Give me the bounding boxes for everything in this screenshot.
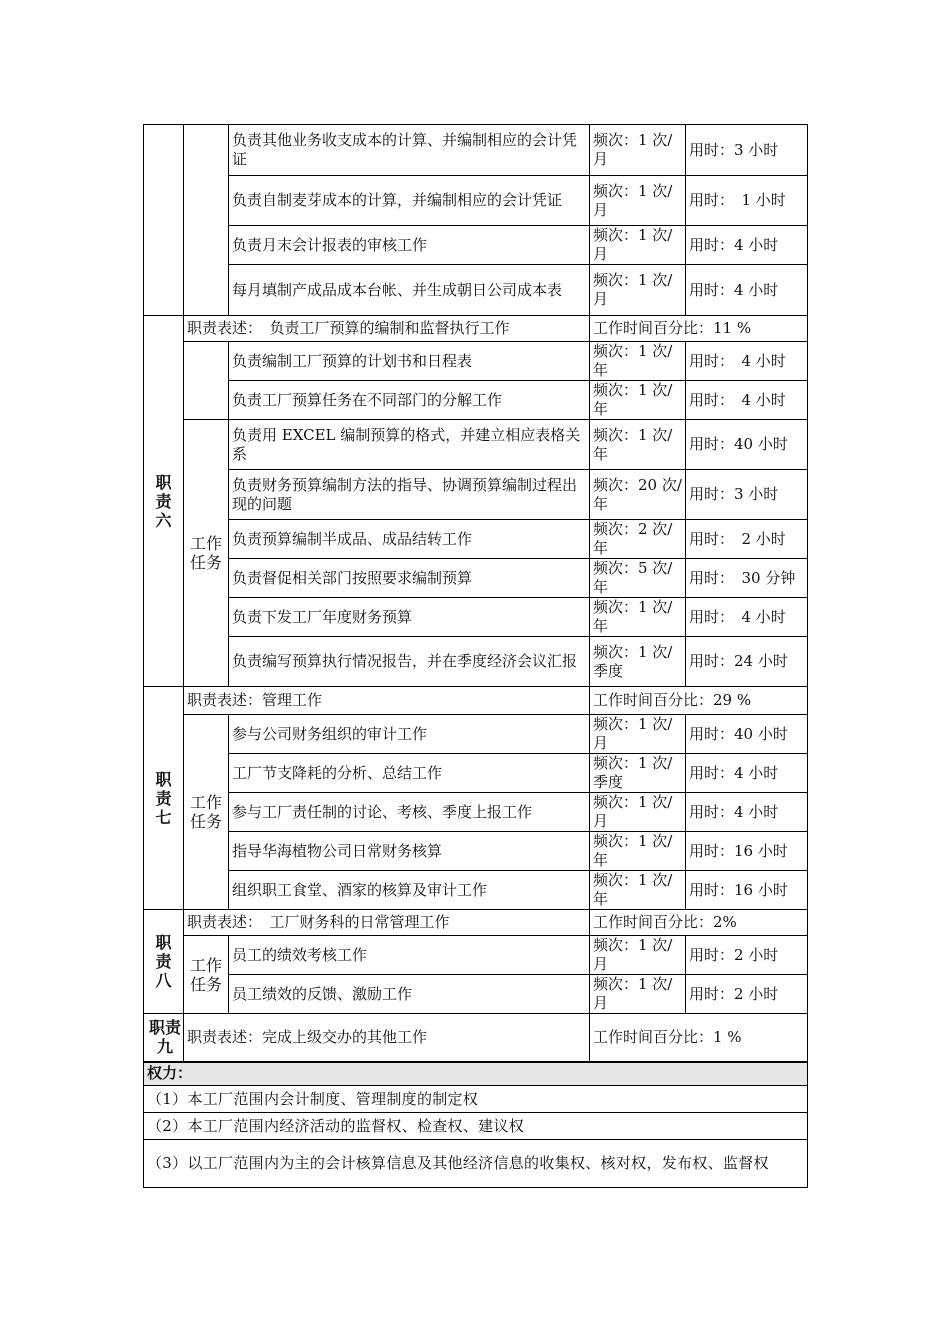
duty-label xyxy=(144,1014,184,1062)
task-text: 每月填制产成品成本台帐、并生成朝日公司成本表 xyxy=(229,265,590,316)
task-row xyxy=(144,420,808,470)
duty-summary-row xyxy=(144,316,808,342)
task-text: 负责下发工厂年度财务预算 xyxy=(229,598,590,637)
task-duration: 用时： 1 小时 xyxy=(686,176,808,226)
power-item-row xyxy=(144,1086,808,1113)
task-frequency: 频次：2 次/年 xyxy=(590,520,686,559)
task-text: 负责自制麦芽成本的计算，并编制相应的会计凭证 xyxy=(229,176,590,226)
duty-label-text: 职责八 xyxy=(155,933,172,990)
duty-label-text: 职责六 xyxy=(155,472,172,530)
task-row xyxy=(144,265,808,316)
task-row xyxy=(144,381,808,420)
task-text: 工厂节支降耗的分析、总结工作 xyxy=(229,754,590,793)
task-duration: 用时： 4 小时 xyxy=(686,598,808,637)
task-row xyxy=(144,342,808,381)
work-time-percentage: 工作时间百分比：11 % xyxy=(590,316,808,342)
task-text: 员工绩效的反馈、激励工作 xyxy=(229,975,590,1014)
task-duration: 用时：3 小时 xyxy=(686,470,808,520)
task-duration: 用时：4 小时 xyxy=(686,265,808,316)
task-frequency: 频次：1 次/年 xyxy=(590,381,686,420)
task-row xyxy=(144,125,808,176)
task-frequency: 频次：1 次/年 xyxy=(590,420,686,470)
task-text: 负责督促相关部门按照要求编制预算 xyxy=(229,559,590,598)
task-row xyxy=(144,936,808,975)
duty-label-cell xyxy=(144,125,184,316)
powers-heading-row xyxy=(144,1062,808,1086)
task-group-label-cell xyxy=(184,342,229,420)
task-frequency: 频次：1 次/月 xyxy=(590,125,686,176)
task-group-label-cell xyxy=(184,125,229,316)
duty-description: 职责表述： 负责工厂预算的编制和监督执行工作 xyxy=(184,316,590,342)
task-text: 负责编制工厂预算的计划书和日程表 xyxy=(229,342,590,381)
powers-heading xyxy=(144,1062,808,1086)
power-item: （1）本工厂范围内会计制度、管理制度的制定权 xyxy=(144,1086,808,1113)
task-duration: 用时： 4 小时 xyxy=(686,381,808,420)
task-duration: 用时：4 小时 xyxy=(686,754,808,793)
task-duration: 用时：3 小时 xyxy=(686,125,808,176)
task-text: 负责财务预算编制方法的指导、协调预算编制过程出现的问题 xyxy=(229,470,590,520)
task-group-label-text: 工作任务 xyxy=(189,955,222,994)
task-row xyxy=(144,559,808,598)
task-duration: 用时：2 小时 xyxy=(686,975,808,1014)
duty-description: 职责表述： 工厂财务科的日常管理工作 xyxy=(184,910,590,936)
task-text: 负责预算编制半成品、成品结转工作 xyxy=(229,520,590,559)
task-duration: 用时： 4 小时 xyxy=(686,342,808,381)
duty-summary-row xyxy=(144,687,808,715)
task-frequency: 频次：1 次/年 xyxy=(590,598,686,637)
task-text: 员工的绩效考核工作 xyxy=(229,936,590,975)
duty-label xyxy=(144,910,184,1014)
job-description-table xyxy=(143,124,808,1188)
task-group-label xyxy=(184,936,229,1014)
task-row xyxy=(144,520,808,559)
task-text: 负责用 EXCEL 编制预算的格式，并建立相应表格关系 xyxy=(229,420,590,470)
duty-label xyxy=(144,687,184,910)
task-duration: 用时：40 小时 xyxy=(686,420,808,470)
task-frequency: 频次：1 次/月 xyxy=(590,265,686,316)
task-text: 参与工厂责任制的讨论、考核、季度上报工作 xyxy=(229,793,590,832)
task-row xyxy=(144,975,808,1014)
task-row xyxy=(144,226,808,265)
power-item: （3）以工厂范围内为主的会计核算信息及其他经济信息的收集权、核对权，发布权、监督权 xyxy=(144,1140,808,1188)
task-duration: 用时：4 小时 xyxy=(686,793,808,832)
task-frequency: 频次：1 次/年 xyxy=(590,342,686,381)
task-duration: 用时： 30 分钟 xyxy=(686,559,808,598)
task-frequency: 频次：1 次/月 xyxy=(590,936,686,975)
duty-description: 职责表述：管理工作 xyxy=(184,687,590,715)
task-row xyxy=(144,176,808,226)
task-row xyxy=(144,754,808,793)
task-text: 负责月末会计报表的审核工作 xyxy=(229,226,590,265)
work-time-percentage: 工作时间百分比：29 % xyxy=(590,687,808,715)
power-item: （2）本工厂范围内经济活动的监督权、检查权、建议权 xyxy=(144,1113,808,1140)
task-group-label-text: 工作任务 xyxy=(189,534,222,572)
task-frequency: 频次：5 次/年 xyxy=(590,559,686,598)
duty-summary-row xyxy=(144,910,808,936)
duty-description: 职责表述：完成上级交办的其他工作 xyxy=(184,1014,590,1062)
task-frequency: 频次：1 次/月 xyxy=(590,176,686,226)
task-row xyxy=(144,637,808,687)
duty-label-text: 职责七 xyxy=(155,769,172,827)
task-duration: 用时：2 小时 xyxy=(686,936,808,975)
task-frequency: 频次：1 次/年 xyxy=(590,871,686,910)
task-row xyxy=(144,470,808,520)
task-text: 负责编写预算执行情况报告，并在季度经济会议汇报 xyxy=(229,637,590,687)
work-time-percentage: 工作时间百分比：2% xyxy=(590,910,808,936)
power-item-row xyxy=(144,1113,808,1140)
task-text: 参与公司财务组织的审计工作 xyxy=(229,715,590,754)
task-text: 负责工厂预算任务在不同部门的分解工作 xyxy=(229,381,590,420)
power-item-row xyxy=(144,1140,808,1188)
task-frequency: 频次：1 次/月 xyxy=(590,975,686,1014)
task-row xyxy=(144,793,808,832)
duty-summary-row xyxy=(144,1014,808,1062)
duty-label-text: 职责九 xyxy=(148,1018,181,1057)
task-text: 负责其他业务收支成本的计算、并编制相应的会计凭证 xyxy=(229,125,590,176)
task-row xyxy=(144,715,808,754)
task-group-label xyxy=(184,420,229,687)
task-frequency: 频次：1 次/年 xyxy=(590,832,686,871)
task-duration: 用时： 2 小时 xyxy=(686,520,808,559)
task-frequency: 频次：1 次/月 xyxy=(590,793,686,832)
work-time-percentage: 工作时间百分比：1 % xyxy=(590,1014,808,1062)
task-text: 指导华海植物公司日常财务核算 xyxy=(229,832,590,871)
task-frequency: 频次：1 次/月 xyxy=(590,226,686,265)
duty-label xyxy=(144,316,184,687)
task-group-label-text: 工作任务 xyxy=(189,793,222,831)
task-frequency: 频次：20 次/ 年 xyxy=(590,470,686,520)
task-frequency: 频次：1 次/月 xyxy=(590,715,686,754)
task-row xyxy=(144,598,808,637)
task-duration: 用时：16 小时 xyxy=(686,832,808,871)
task-row xyxy=(144,871,808,910)
task-frequency: 频次：1 次/季度 xyxy=(590,754,686,793)
task-row xyxy=(144,832,808,871)
task-group-label xyxy=(184,715,229,910)
task-duration: 用时：40 小时 xyxy=(686,715,808,754)
task-duration: 用时：16 小时 xyxy=(686,871,808,910)
task-duration: 用时：4 小时 xyxy=(686,226,808,265)
powers-heading-text: 权力： xyxy=(147,1064,193,1083)
task-duration: 用时：24 小时 xyxy=(686,637,808,687)
task-text: 组织职工食堂、酒家的核算及审计工作 xyxy=(229,871,590,910)
task-frequency: 频次：1 次/季度 xyxy=(590,637,686,687)
